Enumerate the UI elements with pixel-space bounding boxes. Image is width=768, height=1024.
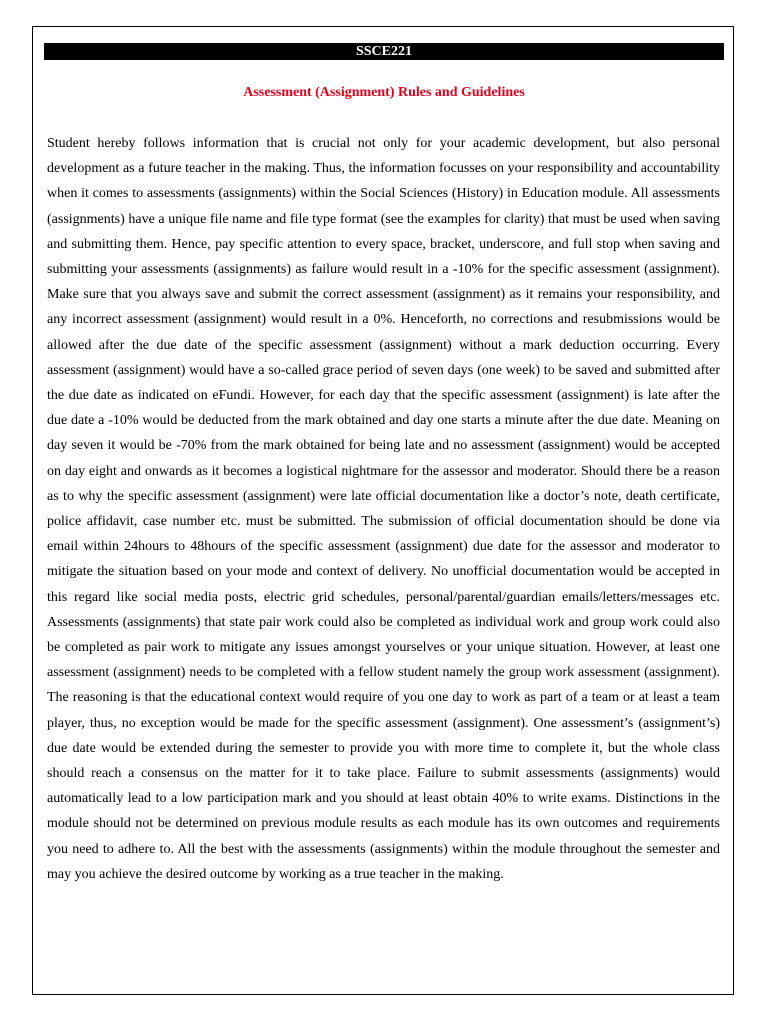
course-code-header: SSCE221 xyxy=(44,43,724,60)
body-paragraph: Student hereby follows information that is crucial not only for your academic development, but also personal development as a future teacher in the making. Thus, the information focusses on your responsibility and accountability when it comes to assessments (assignments) within the Social Sciences (History) in Education module. All assessments (assignments) have a unique file name and file type format (see the examples for clarity) that must be used when saving and submitting them. Hence, pay specific attention to every space, bracket, underscore, and full stop when saving and submitting your assessments (assignments) as failure would result in a -10% for the specific assessment (assignment). Make sure that you always save and submit the correct assessment (assignment) as it remains your responsibility, and any incorrect assessment (assignment) would result in a 0%. Henceforth, no corrections and resubmissions would be allowed after the due date of the specific assessment (assignment) without a mark deduction occurring. Every assessment (assignment) would have a so-called grace period of seven days (one week) to be saved and submitted after the due date as indicated on eFundi. However, for each day that the specific assessment (assignment) is late after the due date a -10% would be deducted from the mark obtained and day one starts a minute after the due date. Meaning on day seven it would be -70% from the mark obtained for being late and no assessment (assignment) would be accepted on day eight and onwards as it becomes a logistical nightmare for the assessor and moderator. Should there be a reason as to why the specific assessment (assignment) were late official documentation like a doctor’s note, death certificate, police affidavit, case number etc. must be submitted. The submission of official documentation should be done via email within 24hours to 48hours of the specific assessment (assignment) due date for the assessor and moderator to mitigate the situation based on your mode and context of delivery. No unofficial documentation would be accepted in this regard like social media posts, electric grid schedules, personal/parental/guardian emails/letters/messages etc. Assessments (assignments) that state pair work could also be completed as individual work and group work could also be completed as pair work to mitigate any issues amongst yourselves or your unique situation. However, at least one assessment (assignment) needs to be completed with a fellow student namely the group work assessment (assignment). The reasoning is that the educational context would require of you one day to work as part of a team or at least a team player, thus, no exception would be made for the specific assessment (assignment). One assessment’s (assignment’s) due date would be extended during the semester to provide you with more time to complete it, but the whole class should reach a consensus on the matter for it to take place. Failure to submit assessments (assignments) would automatically lead to a low participation mark and you should at least obtain 40% to write exams. Distinctions in the module should not be determined on previous module results as each module has its own outcomes and requirements you need to adhere to. All the best with the assessments (assignments) within the module throughout the semester and may you achieve the desired outcome by working as a true teacher in the making. xyxy=(47,136,720,882)
document-title: Assessment (Assignment) Rules and Guidelines xyxy=(243,85,525,100)
